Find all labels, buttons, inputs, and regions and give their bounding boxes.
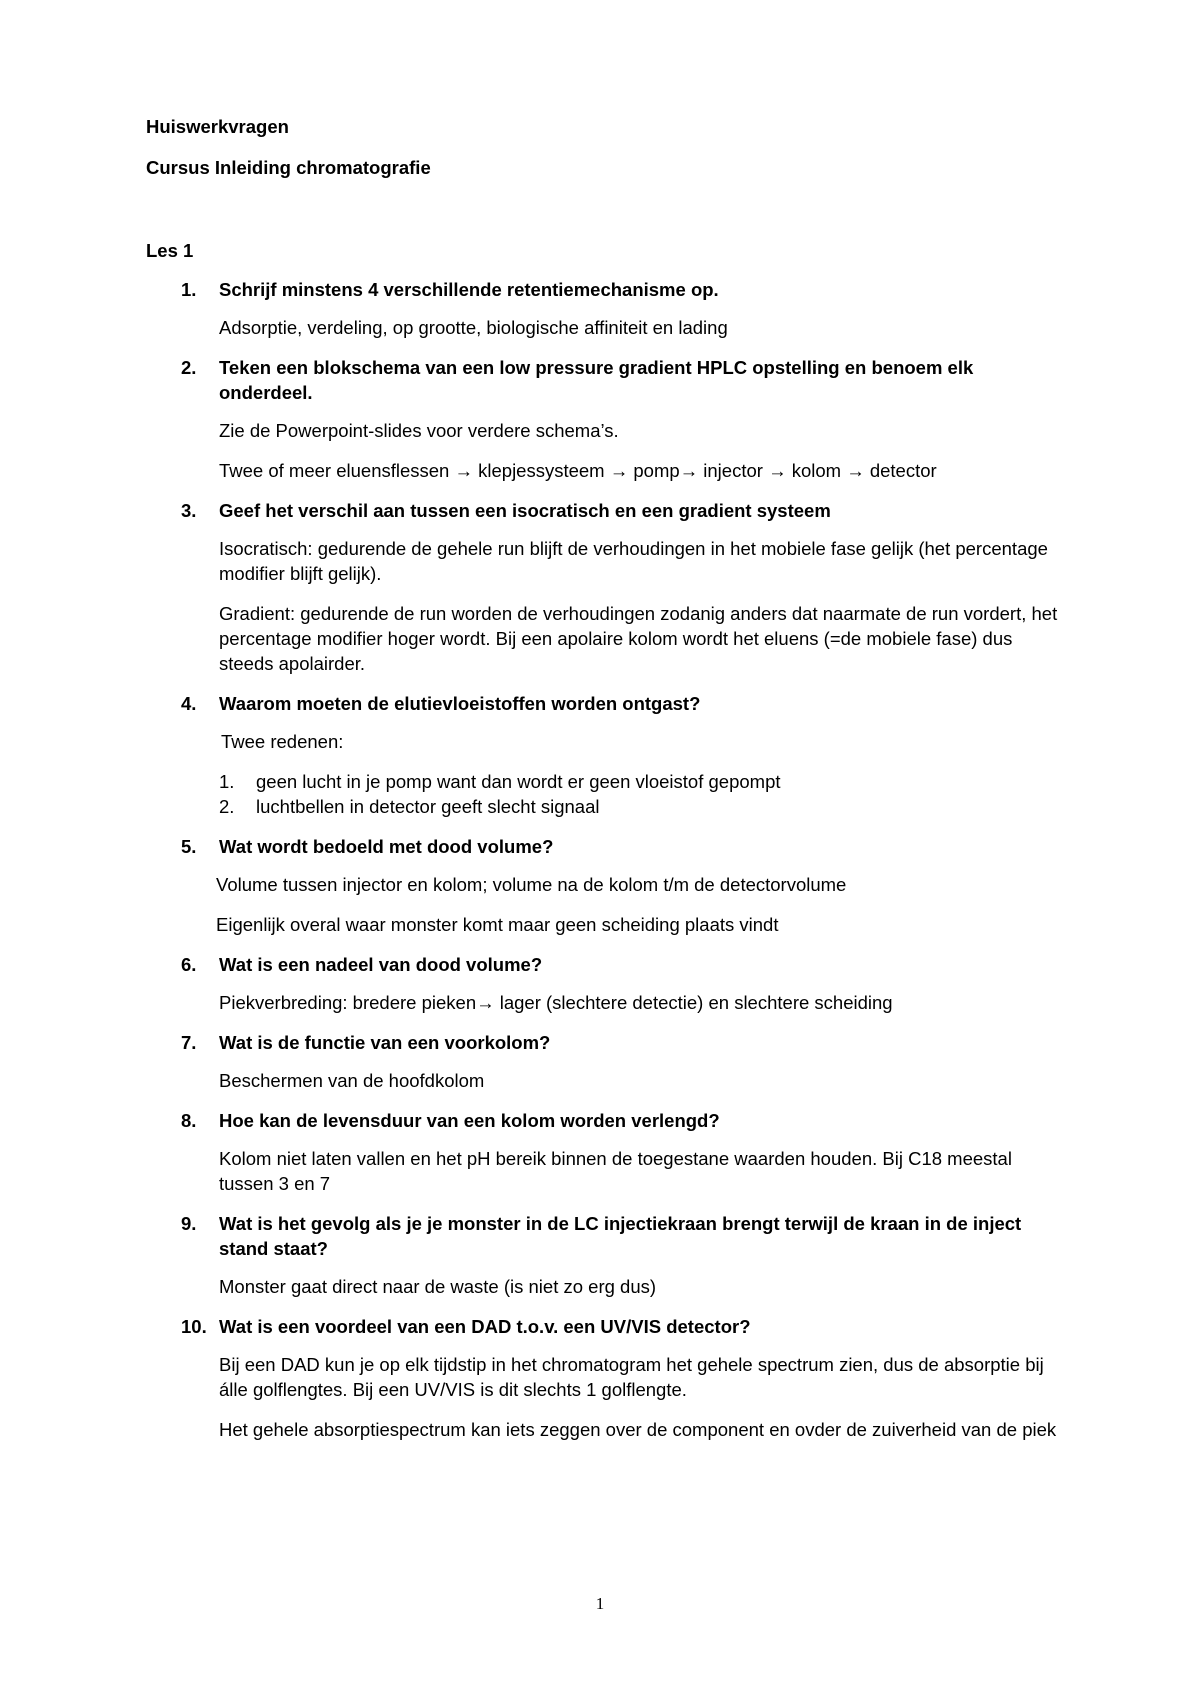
question-2: [146, 355, 1066, 405]
list-item-number: 1.: [219, 771, 235, 792]
page-number: 1: [595, 1594, 605, 1613]
question-text: Wat is de functie van een voorkolom?: [219, 1032, 551, 1053]
answer-text: Volume tussen injector en kolom; volume na de kolom t/m de detectorvolume: [216, 874, 847, 895]
question-number: 9.: [181, 1213, 197, 1234]
answer-text: Twee redenen:: [221, 731, 344, 752]
question-3: [146, 498, 1066, 523]
answer-text: Isocratisch: gedurende de gehele run blijft de verhoudingen in het mobiele fase gelijk (het percentage modifier blijft gelijk).: [219, 538, 1048, 584]
question-text: Wat is het gevolg als je je monster in de LC injectiekraan brengt terwijl de kraan in de inject stand staat?: [219, 1213, 1022, 1259]
list-item-number: 2.: [219, 796, 235, 817]
question-text: Wat wordt bedoeld met dood volume?: [219, 836, 554, 857]
question-number: 6.: [181, 954, 197, 975]
question-number: 3.: [181, 500, 197, 521]
document-title: Huiswerkvragen: [146, 116, 289, 137]
course-title: Cursus Inleiding chromatografie: [146, 157, 431, 178]
answer-text: Bij een DAD kun je op elk tijdstip in het chromatogram het gehele spectrum zien, dus de absorptie bij álle golflengtes. Bij een UV/VIS is dit slechts 1 golflengte.: [219, 1354, 1044, 1400]
question-text: Teken een blokschema van een low pressure gradient HPLC opstelling en benoem elk onderdeel.: [219, 357, 974, 403]
question-4: [146, 691, 1066, 716]
answer-text: Twee of meer eluensflessen → klepjessysteem → pomp→ injector → kolom → detector: [219, 460, 937, 481]
answer-text: Eigenlijk overal waar monster komt maar geen scheiding plaats vindt: [216, 914, 779, 935]
question-number: 2.: [181, 357, 197, 378]
question-8: [146, 1108, 1066, 1133]
answer-text: Zie de Powerpoint-slides voor verdere schema’s.: [219, 420, 619, 441]
question-text: Wat is een nadeel van dood volume?: [219, 954, 543, 975]
list-item-text: geen lucht in je pomp want dan wordt er geen vloeistof gepompt: [256, 771, 781, 792]
section-heading: Les 1: [146, 240, 194, 261]
question-5: [146, 834, 1066, 859]
list-item: [219, 769, 1066, 794]
question-number: 5.: [181, 836, 197, 857]
question-10: [146, 1314, 1066, 1339]
question-number: 1.: [181, 279, 197, 300]
answer-text: Monster gaat direct naar de waste (is niet zo erg dus): [219, 1276, 657, 1297]
answer-text: Gradient: gedurende de run worden de verhoudingen zodanig anders dat naarmate de run vordert, het percentage modifier hoger wordt. Bij een apolaire kolom wordt het eluens (=de mobiele fase) dus steeds apolairder.: [219, 603, 1058, 674]
question-number: 4.: [181, 693, 197, 714]
list-item: [219, 794, 1066, 819]
answer-text: Adsorptie, verdeling, op grootte, biologische affiniteit en lading: [219, 317, 728, 338]
answer-text: Het gehele absorptiespectrum kan iets zeggen over de component en ovder de zuiverheid van de piek: [219, 1419, 1057, 1440]
answer-text: Beschermen van de hoofdkolom: [219, 1070, 485, 1091]
question-text: Schrijf minstens 4 verschillende retentiemechanisme op.: [219, 279, 719, 300]
question-number: 7.: [181, 1032, 197, 1053]
question-text: Wat is een voordeel van een DAD t.o.v. een UV/VIS detector?: [219, 1316, 751, 1337]
question-9: [146, 1211, 1066, 1261]
question-text: Hoe kan de levensduur van een kolom worden verlengd?: [219, 1110, 720, 1131]
question-1: [146, 277, 1066, 302]
question-text: Geef het verschil aan tussen een isocratisch en een gradient systeem: [219, 500, 831, 521]
list-item-text: luchtbellen in detector geeft slecht signaal: [256, 796, 600, 817]
question-6: [146, 952, 1066, 977]
question-text: Waarom moeten de elutievloeistoffen worden ontgast?: [219, 693, 701, 714]
question-number: 8.: [181, 1110, 197, 1131]
answer-list: [219, 769, 1066, 819]
question-7: [146, 1030, 1066, 1055]
document-content: [146, 114, 1066, 1457]
question-number: 10.: [181, 1316, 207, 1337]
answer-text: Piekverbreding: bredere pieken→ lager (slechtere detectie) en slechtere scheiding: [219, 992, 893, 1013]
answer-text: Kolom niet laten vallen en het pH bereik binnen de toegestane waarden houden. Bij C18 meestal tussen 3 en 7: [219, 1148, 1012, 1194]
